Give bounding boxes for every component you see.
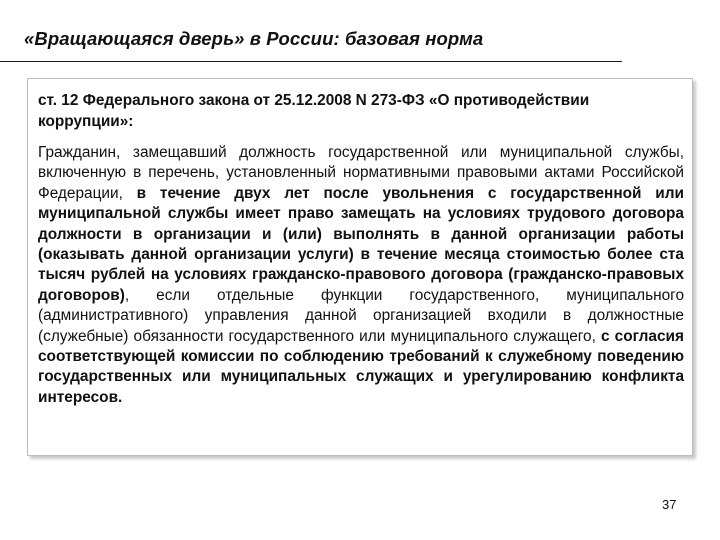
article-text-part-2: , если отдельные функции государственного, муниципального (административного) управления данной организацией входили в должностные (служебные) обязанности государственного или муниципального служащего, bbox=[38, 286, 684, 345]
title-divider bbox=[0, 61, 622, 62]
article-text-emphasis-2: с согласия соответствующей комиссии по соблюдению требований к служебному поведению государственных или муниципальных служащих и урегулированию конфликта интересов. bbox=[38, 327, 684, 406]
article-text-emphasis-1: в течение двух лет после увольнения с государственной или муниципальной службы имеет право замещать на условиях трудового договора должности в организации и (или) выполнять в данной организации работы (оказывать данной организации услуги) в течение месяца стоимостью более ста тысяч рублей на условиях гражданско-правового договора (гражданско-правовых договоров) bbox=[38, 184, 684, 304]
law-reference: ст. 12 Федерального закона от 25.12.2008 N 273-ФЗ «О противодействии коррупции»: bbox=[38, 92, 590, 130]
slide-title: «Вращающаяся дверь» в России: базовая норма bbox=[24, 28, 484, 49]
page-number: 37 bbox=[662, 497, 677, 512]
law-text-box bbox=[27, 78, 693, 456]
article-text-part-1: Гражданин, замещавший должность государственной или муниципальной службы, включенную в перечень, установленный нормативными правовыми актами Российской Федерации, bbox=[38, 144, 684, 202]
article-text bbox=[38, 143, 684, 408]
